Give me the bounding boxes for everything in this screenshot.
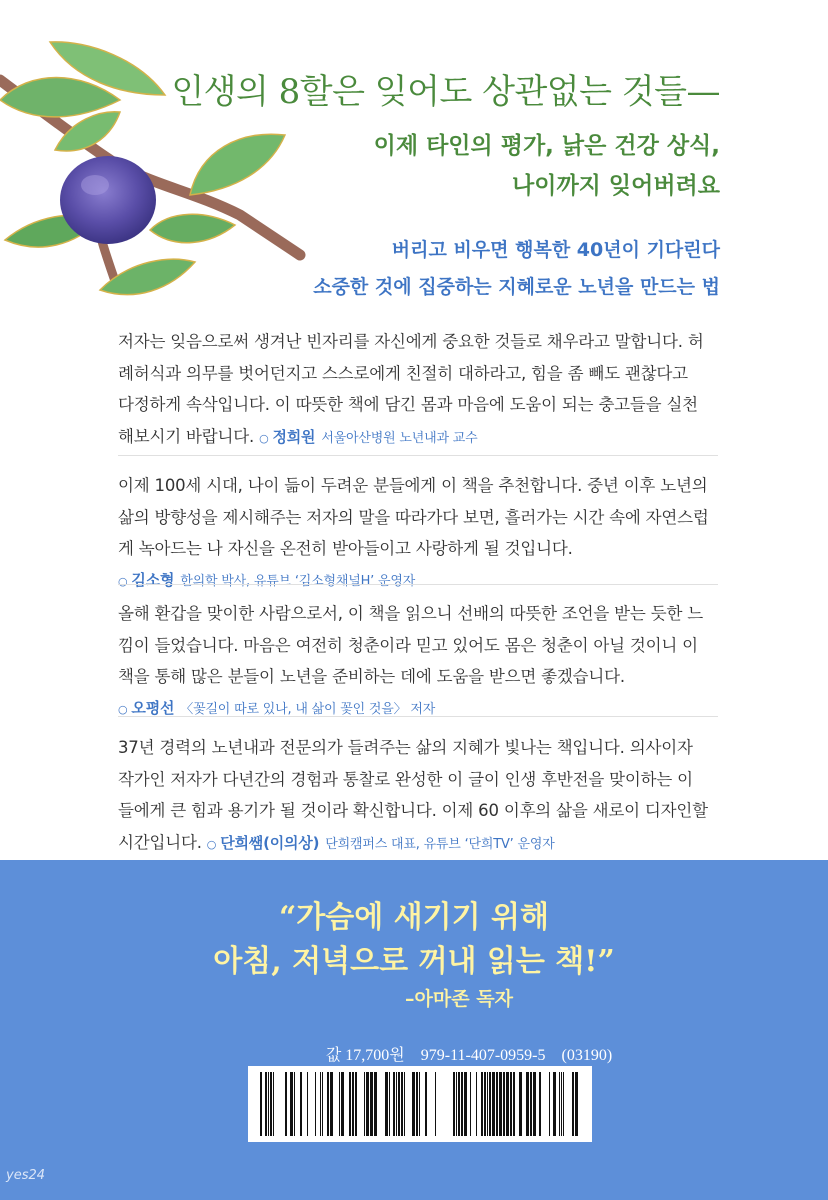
- review-attribution: ○ 정희원 서울아산병원 노년내과 교수: [259, 427, 478, 446]
- yes24-watermark: yes24: [6, 1168, 46, 1183]
- leaf: [190, 134, 285, 195]
- divider: [118, 455, 718, 456]
- review-3: 올해 환갑을 맞이한 사람으로서, 이 책을 읽으니 선배의 따뜻한 조언을 받는 듯한 느 낌이 들었습니다. 마음은 여전히 청춘이라 믿고 있어도 몸은 청춘이 아닐 것이니 이 책을 통해 많은 분들이 노년을 준비하는 데에 도움을 받으면 좋겠습니다. ○ 오평선 〈꽃길이 따로 있나, 내 삶이 꽃인 것을〉 저자: [118, 604, 703, 717]
- leaf: [150, 214, 235, 242]
- cover-tagline: 버리고 비우면 행복한 40년이 기다린다 소중한 것에 집중하는 지혜로운 노년을 만드는 법: [313, 239, 720, 298]
- divider: [118, 716, 718, 717]
- price-isbn-line: [0, 1042, 828, 1065]
- review-4: 37년 경력의 노년내과 전문의가 들려주는 삶의 지혜가 빛나는 책입니다. 의사이자 작가인 저자가 다년간의 경험과 통찰로 완성한 이 글이 인생 후반전을 맞이하는 이 들에게 큰 힘과 용기가 될 것이라 확신합니다. 이제 60 이후의 삶을 새로이 디자인할 시간입니다. ○ 단희쌤(이의상) 단희캠퍼스 대표, 유튜브 ‘단희TV’ 운영자: [118, 738, 708, 852]
- barcode-bars: [248, 1066, 592, 1142]
- isbn: 979-11-407-0959-5: [420, 1047, 546, 1064]
- isbn-code: (03190): [561, 1047, 613, 1064]
- barcode: [248, 1066, 592, 1142]
- price-label: 값 17,700원: [325, 1047, 405, 1064]
- review-attribution: ○ 단희쌤(이의상) 단희캠퍼스 대표, 유튜브 ‘단희TV’ 운영자: [206, 833, 555, 852]
- review-attribution: ○ 김소형 한의학 박사, 유튜브 ‘김소형채널H’ 운영자: [118, 570, 416, 589]
- review-2: 이제 100세 시대, 나이 듦이 두려운 분들에게 이 책을 추천합니다. 중년 이후 노년의 삶의 방향성을 제시해주는 저자의 말을 따라가다 보면, 흘러가는 시간 속에 자연스럽 게 녹아드는 나 자신을 온전히 받아들이고 사랑하게 될 것입니다. ○ 김소형 한의학 박사, 유튜브 ‘김소형채널H’ 운영자: [118, 476, 709, 589]
- plum-fruit: [60, 156, 156, 244]
- cover-subtitle: 이제 타인의 평가, 낡은 건강 상식, 나이까지 잊어버려요: [373, 133, 720, 199]
- review-attribution: ○ 오평선 〈꽃길이 따로 있나, 내 삶이 꽃인 것을〉 저자: [118, 698, 436, 717]
- quote-source: –아마존 독자: [405, 988, 513, 1010]
- cover-headline: 인생의 8할은 잊어도 상관없는 것들—: [171, 72, 720, 112]
- divider: [118, 584, 718, 585]
- review-1: 저자는 잊음으로써 생겨난 빈자리를 자신에게 중요한 것들로 채우라고 말합니다. 허 례허식과 의무를 벗어던지고 스스로에게 친절히 대하라고, 힘을 좀 빼도 괜찮다고 다정하게 속삭입니다. 이 따뜻한 책에 담긴 몸과 마음에 도움이 되는 충고들을 실천 해보시기 바랍니다. ○ 정희원 서울아산병원 노년내과 교수: [118, 332, 704, 446]
- reader-quote: “가슴에 새기기 위해 아침, 저녁으로 꺼내 읽는 책!”: [213, 900, 615, 979]
